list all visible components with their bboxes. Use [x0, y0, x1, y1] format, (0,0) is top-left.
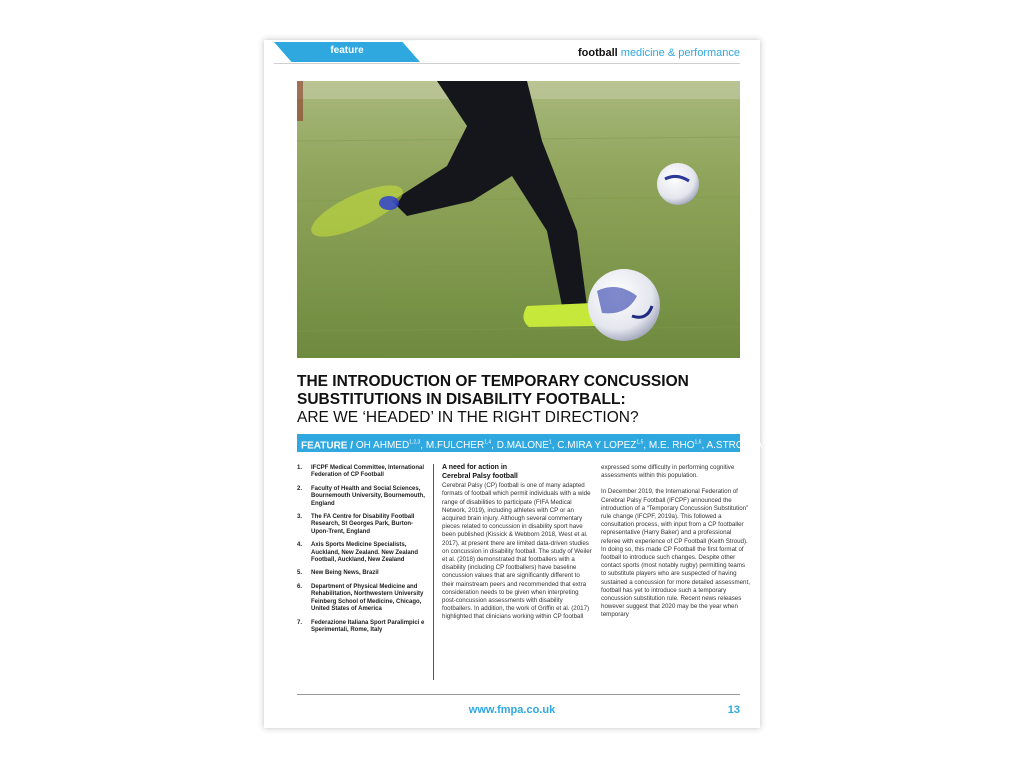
- affiliation-item: [297, 514, 427, 536]
- author-affiliation-marker: 1,7: [762, 440, 770, 446]
- author-affiliation-marker: 1,6: [694, 440, 702, 446]
- affiliation-number: 2.: [297, 485, 303, 492]
- body-column-1: [442, 464, 592, 630]
- affiliation-item: [297, 486, 427, 508]
- author-affiliation-marker: 1: [548, 440, 552, 446]
- section-heading: [442, 464, 592, 481]
- affiliation-number: 7.: [297, 619, 303, 626]
- section-tab-label: feature: [330, 45, 364, 56]
- author-name: OH AHMED: [355, 440, 410, 452]
- magazine-title: [578, 47, 740, 59]
- byline-label: FEATURE /: [301, 440, 356, 452]
- section-heading-line-1: A need for action in: [442, 464, 508, 471]
- author-byline: [297, 434, 770, 452]
- author-list: OH AHMED$^{1,2,3}$, M.FULCHER$^{1,4}$, D.MALONE$^1$, C.MIRA Y LOPEZ$^{1,5}$, M.E. RHO$^{1,6}$, A.STROJNA$^{1,7}$: [355, 440, 770, 452]
- body-paragraph: expressed some difficulty in performing cognitive assessments within this population.: [601, 464, 735, 480]
- magazine-page: [264, 40, 770, 728]
- magazine-title-rest: medicine & performance: [617, 47, 740, 59]
- football-photo: [297, 81, 740, 358]
- author-name: M.E. RHO: [648, 440, 695, 452]
- affiliation-list: [297, 465, 427, 640]
- author-affiliation-marker: 1,2,3: [409, 440, 421, 446]
- section-heading-line-2: Cerebral Palsy football: [442, 472, 518, 480]
- affiliation-number: 4.: [297, 542, 303, 549]
- author-name: C.MIRA Y LOPEZ: [557, 440, 637, 452]
- affiliation-item: [297, 570, 427, 577]
- affiliation-item: [297, 465, 427, 480]
- author-name: A.STROJNA: [706, 440, 763, 452]
- page-number: 13: [727, 704, 740, 716]
- column-divider: [433, 464, 434, 680]
- affiliation-text: The FA Centre for Disability Football Research, St Georges Park, Burton-Upon-Trent, England: [311, 514, 415, 535]
- title-line-2: SUBSTITUTIONS IN DISABILITY FOOTBALL:: [297, 391, 626, 408]
- affiliation-item: [297, 542, 427, 564]
- affiliation-number: 5.: [297, 570, 303, 577]
- footer-divider: [297, 694, 740, 695]
- author-name: D.MALONE: [496, 440, 549, 452]
- affiliation-number: 3.: [297, 514, 303, 521]
- footer-website-link[interactable]: www.fmpa.co.uk: [468, 704, 556, 716]
- body-paragraph: Cerebral Palsy (CP) football is one of many adapted formats of football which permit individuals with a wide range of disabilities to participate (FIFA Medical Network, 2019), including athletes with CP or an acquired brain injury. Although several commentary pieces related to concussion in disability sport have been published (Kissick & Webborn 2018, West et al. 2017), at present there are limited data-driven studies on concussion in disability football. The study of Weiler et al. (2018) demonstrated that footballers with a disability (including CP footballers) have baseline concussion values that are significantly different to their mainstream peers and recommended that extra consideration needs to be given when interpreting post-concussion assessments with disability footballers. In addition, the work of Griffin et al. (2017) highlighted that clinicians working within CP football: [442, 482, 592, 621]
- title-line-3: ARE WE ‘HEADED’ IN THE RIGHT DIRECTION?: [297, 409, 639, 426]
- header-divider: [274, 63, 740, 64]
- magazine-title-bold: football: [578, 47, 618, 59]
- affiliation-number: 1.: [297, 465, 303, 471]
- affiliation-number: 6.: [297, 583, 303, 590]
- author-affiliation-marker: 1,4: [484, 440, 492, 446]
- body-paragraph: In December 2019, the International Federation of Cerebral Palsy Football (IFCPF) announced the introduction of a “Temporary Concussion Substitution” rule change (IFCPF, 2019a). This followed a consultation process, with input from a CP footballer representative (Harry Baker) and a professional referee with experience of CP Football (Keith Stroud). In doing so, this made CP Football the first format of football to introduce such changes. Despite other contact sports (most notably rugby) permitting teams to substitute players who are suspected of having sustained a concussion for more detailed assessment, football has yet to introduce such a temporary concussion substitution rule. Recent news releases however suggest that 2020 may be the year when temporary: [601, 488, 750, 619]
- author-name: M.FULCHER: [425, 440, 485, 452]
- affiliation-item: [297, 620, 427, 635]
- affiliation-text: IFCPF Medical Committee, International Federation of CP Football: [311, 465, 425, 479]
- page-header: [264, 40, 760, 68]
- affiliation-item: [297, 584, 427, 614]
- author-affiliation-marker: 1,5: [636, 440, 644, 446]
- affiliation-text: Department of Physical Medicine and Rehabilitation, Northwestern University Feinberg School of Medicine, Chicago, United States of America: [311, 583, 424, 613]
- affiliation-text: Federazione Italiana Sport Paralimpici e Sperimentali, Rome, Italy: [311, 619, 425, 633]
- affiliation-text: New Being News, Brazil: [311, 570, 379, 577]
- affiliation-text: Axis Sports Medicine Specialists, Auckland, New Zealand. New Zealand Football, Auckland, New Zealand: [311, 542, 419, 564]
- article-title: [297, 373, 747, 427]
- affiliation-text: Faculty of Health and Social Sciences, Bournemouth University, Bournemouth, England: [311, 485, 425, 507]
- title-line-1: THE INTRODUCTION OF TEMPORARY CONCUSSION: [297, 373, 689, 390]
- body-column-2: [601, 464, 751, 628]
